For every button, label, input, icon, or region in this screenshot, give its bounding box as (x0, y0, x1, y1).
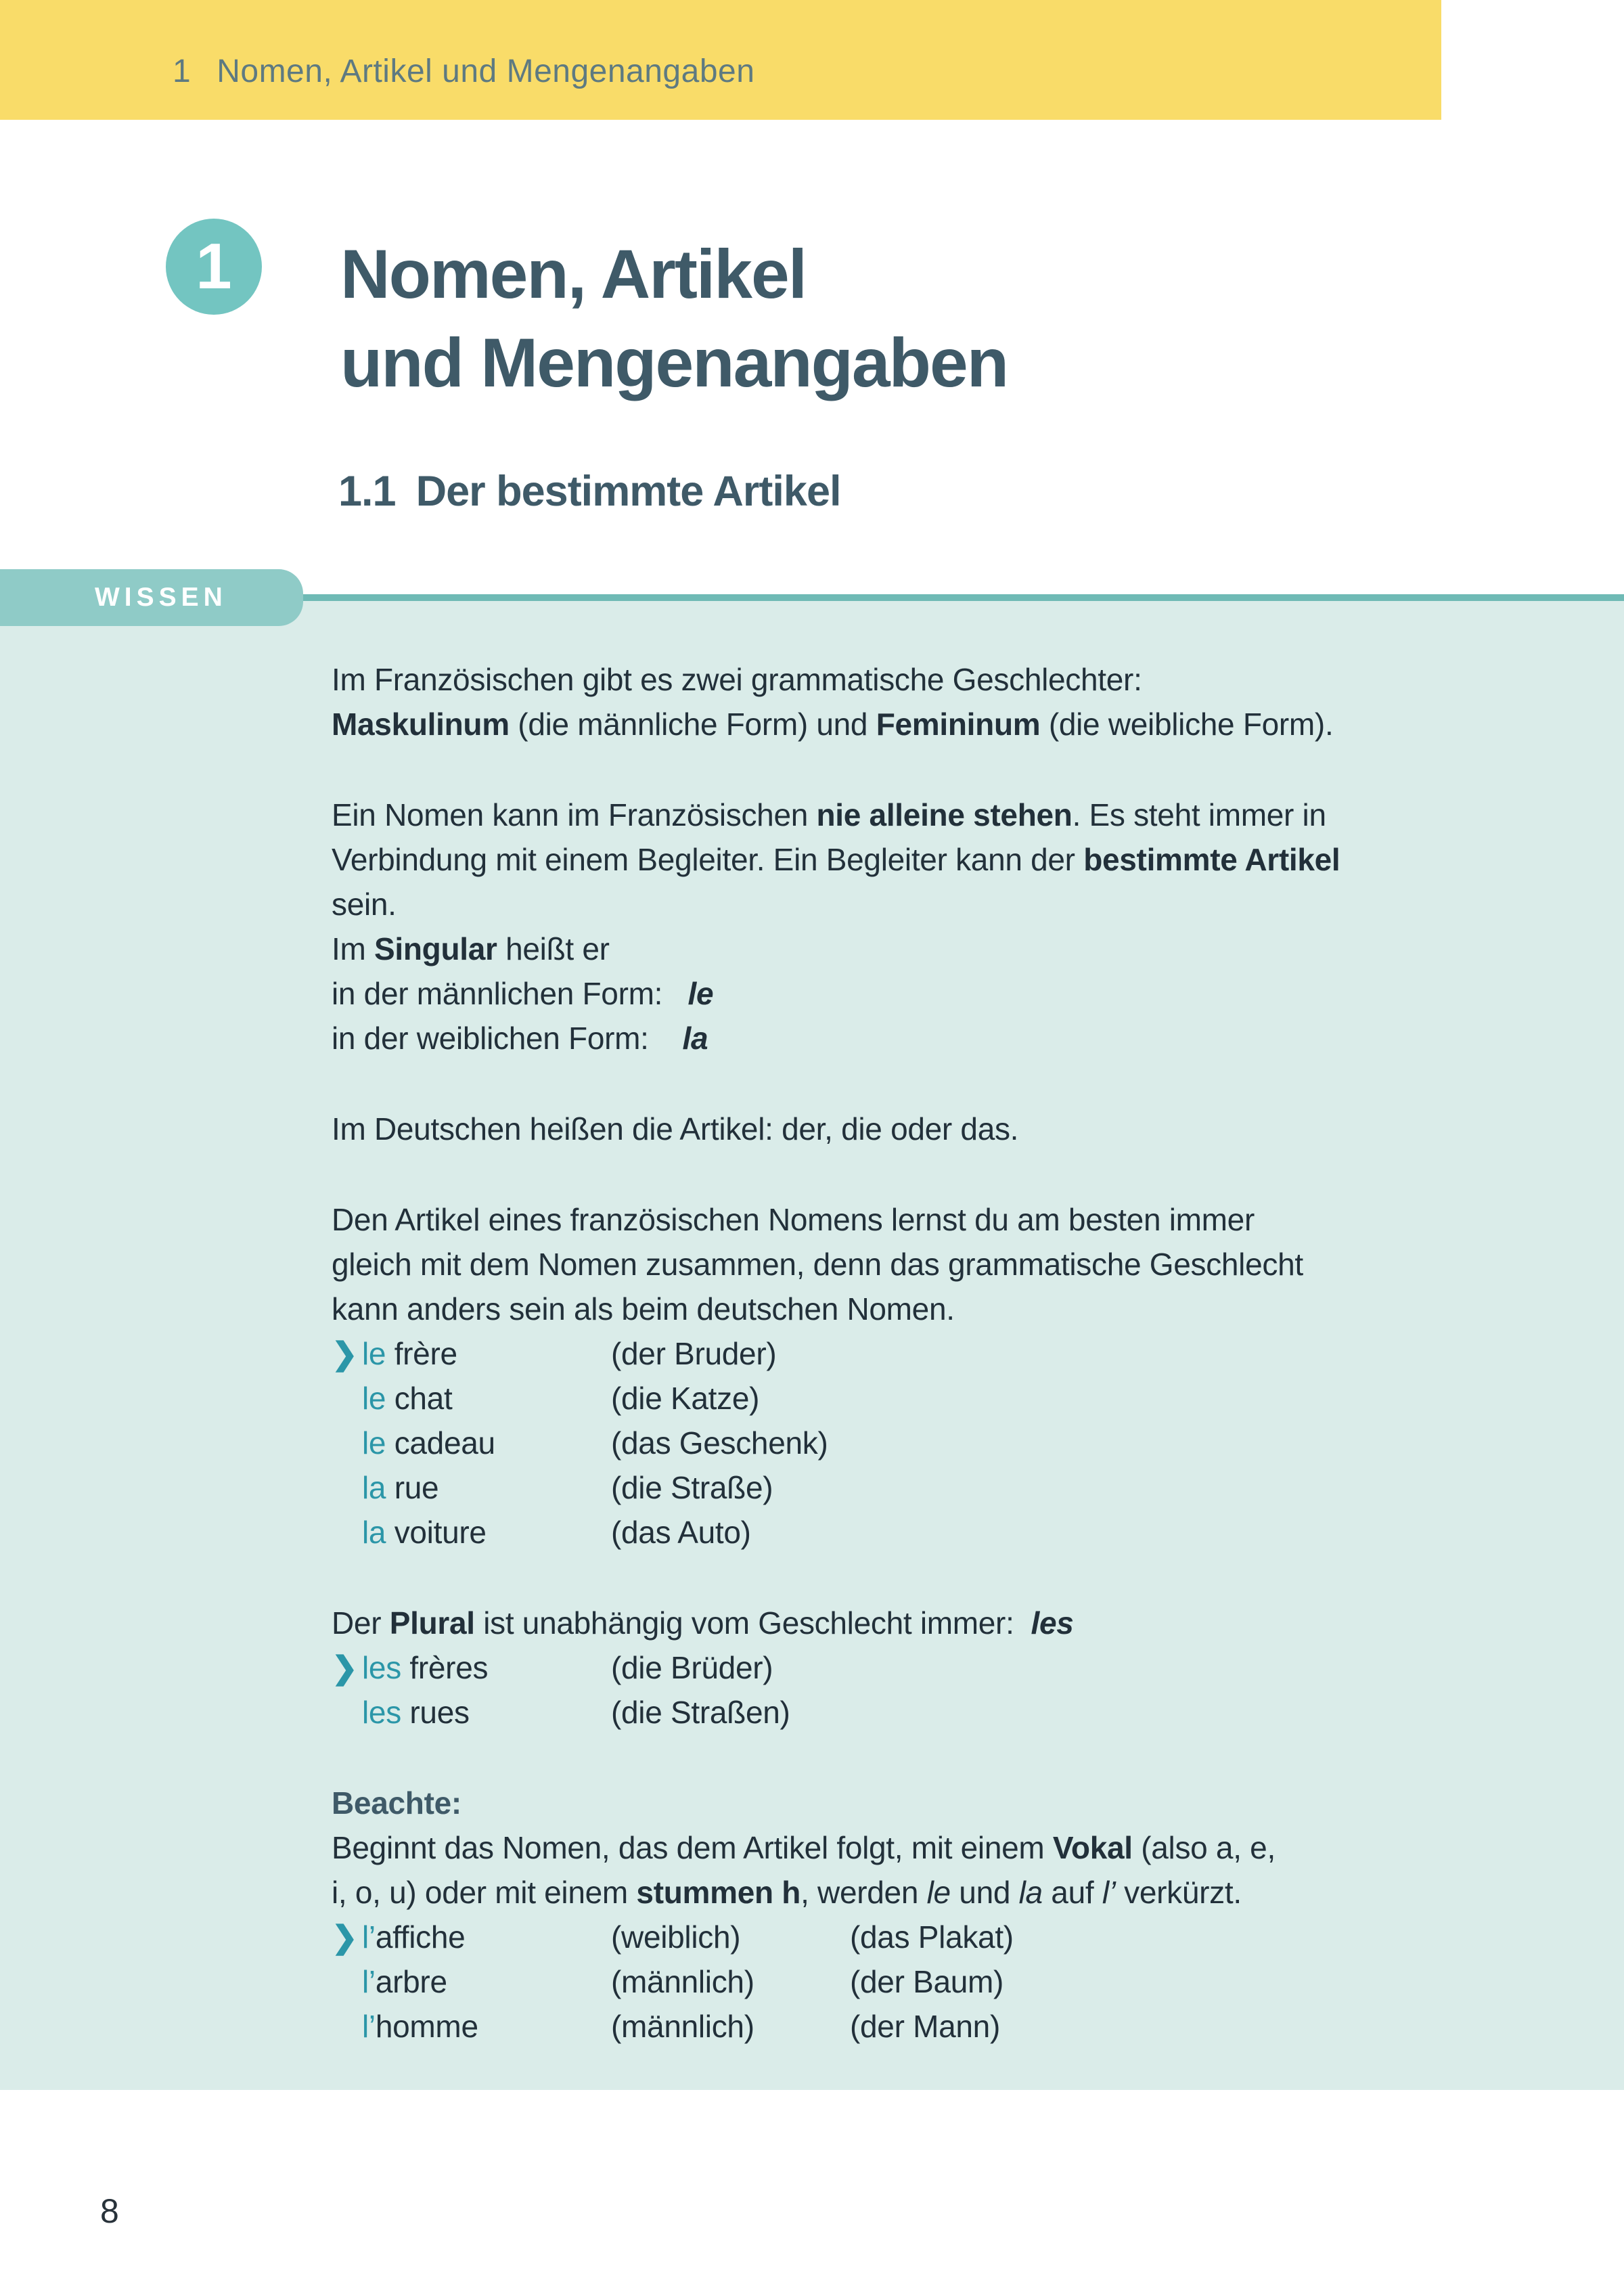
paragraph (332, 1781, 1435, 1915)
text-segment: la (362, 1470, 394, 1505)
text-segment: . Es steht immer in (1072, 797, 1326, 832)
paragraph (332, 1601, 1435, 1645)
text-segment: , werden (800, 1875, 927, 1910)
chapter-number-badge: 1 (166, 219, 262, 315)
chevron-spacer (332, 2004, 362, 2049)
text-segment: frères (409, 1650, 489, 1685)
paragraph (332, 793, 1435, 1061)
text-segment: cadeau (394, 1425, 495, 1461)
list-item (332, 1690, 1435, 1735)
text-segment: l’ (362, 2009, 376, 2044)
text-segment: Der (332, 1605, 390, 1641)
example-gloss-2: (der Mann) (850, 2009, 1000, 2044)
chevron-spacer (332, 1421, 362, 1465)
text-segment: heißt er (497, 931, 610, 966)
text-segment: chat (394, 1381, 453, 1416)
example-term (362, 1645, 611, 1690)
text-line (332, 882, 1435, 927)
text-line (332, 1287, 1435, 1331)
content-area (332, 657, 1435, 2049)
text-segment: in der männlichen Form: (332, 976, 688, 1011)
chevron-icon: ❯ (332, 1919, 358, 1955)
example-gloss: (das Auto) (611, 1515, 751, 1550)
text-line (332, 793, 1435, 837)
chapter-header-bar (0, 0, 1441, 120)
text-segment: la (1018, 1875, 1043, 1910)
text-segment: les (1031, 1605, 1074, 1641)
text-segment: le (362, 1336, 394, 1371)
text-segment: Plural (389, 1605, 475, 1641)
example-list (332, 1331, 1435, 1555)
text-line (332, 837, 1435, 882)
example-gloss: (männlich) (611, 2009, 754, 2044)
text-segment: rues (409, 1695, 470, 1730)
example-term (362, 2004, 611, 2049)
example-term (362, 1465, 611, 1510)
list-item (332, 1331, 1435, 1376)
text-segment: nie alleine stehen (816, 797, 1073, 832)
text-segment: (die männliche Form) und (509, 707, 876, 742)
text-segment: l’ (1102, 1875, 1116, 1910)
running-head-chapter-number: 1 (173, 53, 191, 89)
text-segment: Im (332, 931, 374, 966)
chapter-title-line1: Nomen, Artikel (340, 236, 807, 313)
list-item (332, 2004, 1435, 2049)
example-gloss-2: (der Baum) (850, 1964, 1004, 1999)
example-list (332, 1645, 1435, 1735)
chevron-icon: ❯ (332, 1336, 358, 1371)
list-item (332, 1510, 1435, 1555)
text-line (332, 702, 1435, 747)
example-gloss-2: (das Plakat) (850, 1919, 1014, 1955)
example-gloss: (männlich) (611, 1964, 754, 1999)
text-segment: Den Artikel eines französischen Nomens lernst du am besten immer (332, 1202, 1255, 1237)
list-item (332, 1645, 1435, 1690)
text-segment: l’ (362, 1964, 376, 1999)
running-head (173, 53, 754, 90)
text-segment: voiture (394, 1515, 487, 1550)
text-line (332, 1107, 1435, 1151)
example-term (362, 1331, 611, 1376)
text-segment: Vokal (1052, 1830, 1133, 1865)
list-item (332, 1465, 1435, 1510)
list-item (332, 1376, 1435, 1421)
wissen-label: WISSEN (95, 583, 227, 612)
text-segment: rue (394, 1470, 439, 1505)
paragraph (332, 1107, 1435, 1151)
chevron-spacer (332, 1959, 362, 2004)
example-term (362, 1959, 611, 2004)
text-segment: Verbindung mit einem Begleiter. Ein Begleiter kann der (332, 842, 1084, 877)
example-term (362, 1376, 611, 1421)
section-title: Der bestimmte Artikel (415, 468, 841, 515)
text-line (332, 1242, 1435, 1287)
chapter-title (340, 230, 1008, 407)
example-gloss: (die Katze) (611, 1381, 760, 1416)
text-segment: Beginnt das Nomen, das dem Artikel folgt, mit einem (332, 1830, 1053, 1865)
paragraph (332, 1197, 1435, 1331)
running-head-title: Nomen, Artikel und Mengenangaben (217, 53, 755, 89)
text-segment: Ein Nomen kann im Französischen (332, 797, 817, 832)
chevron-spacer (332, 1376, 362, 1421)
text-segment: kann anders sein als beim deutschen Nomen. (332, 1291, 955, 1327)
wissen-tab (0, 569, 303, 626)
example-term (362, 1690, 611, 1735)
chevron-spacer (332, 1510, 362, 1555)
text-segment: (also a, e, (1132, 1830, 1276, 1865)
example-gloss: (die Straßen) (611, 1695, 790, 1730)
text-segment: Maskulinum (332, 707, 510, 742)
text-segment: stummen h (636, 1875, 801, 1910)
chevron-spacer (332, 1690, 362, 1735)
text-line (332, 971, 1435, 1016)
text-segment: arbre (375, 1964, 447, 1999)
text-line (332, 1781, 1435, 1825)
example-term (362, 1510, 611, 1555)
text-segment: auf (1042, 1875, 1102, 1910)
text-segment: l’ (362, 1919, 376, 1955)
list-item (332, 1959, 1435, 2004)
example-term (362, 1421, 611, 1465)
list-item (332, 1421, 1435, 1465)
text-segment: gleich mit dem Nomen zusammen, denn das grammatische Geschlecht (332, 1247, 1303, 1282)
example-gloss: (die Brüder) (611, 1650, 773, 1685)
example-term (362, 1915, 611, 1959)
text-segment: le (687, 976, 714, 1011)
page-number: 8 (100, 2192, 119, 2230)
example-list (332, 1915, 1435, 2049)
text-line (332, 1197, 1435, 1242)
text-line (332, 1870, 1435, 1915)
chevron-spacer (332, 1465, 362, 1510)
text-segment: i, o, u) oder mit einem (332, 1875, 637, 1910)
text-line (332, 1601, 1435, 1645)
text-segment: (die weibliche Form). (1040, 707, 1334, 742)
paragraph (332, 657, 1435, 747)
text-segment: frère (394, 1336, 457, 1371)
text-segment: Singular (374, 931, 497, 966)
example-gloss: (die Straße) (611, 1470, 773, 1505)
text-segment: la (682, 1021, 708, 1056)
text-segment: sein. (332, 887, 397, 922)
text-segment: Femininum (876, 707, 1041, 742)
example-gloss: (der Bruder) (611, 1336, 777, 1371)
section-number: 1.1 (338, 468, 396, 515)
chapter-title-line2: und Mengenangaben (340, 324, 1008, 401)
text-segment: Beachte: (332, 1785, 461, 1821)
text-segment: homme (375, 2009, 478, 2044)
example-gloss: (weiblich) (611, 1919, 741, 1955)
text-segment: les (362, 1695, 410, 1730)
text-segment: le (362, 1425, 394, 1461)
text-segment: affiche (375, 1919, 466, 1955)
text-segment: in der weiblichen Form: (332, 1021, 683, 1056)
text-segment: bestimmte Artikel (1083, 842, 1340, 877)
text-segment: le (362, 1381, 394, 1416)
example-gloss: (das Geschenk) (611, 1425, 828, 1461)
text-segment: ist unabhängig vom Geschlecht immer: (474, 1605, 1031, 1641)
text-segment: Im Französischen gibt es zwei grammatische Geschlechter: (332, 662, 1142, 697)
text-segment: verkürzt. (1115, 1875, 1242, 1910)
text-segment: les (362, 1650, 410, 1685)
section-heading (338, 467, 840, 516)
text-segment: Im Deutschen heißen die Artikel: der, die oder das. (332, 1111, 1019, 1146)
text-line (332, 1016, 1435, 1061)
text-line (332, 657, 1435, 702)
text-segment: und (950, 1875, 1019, 1910)
list-item (332, 1915, 1435, 1959)
text-line (332, 927, 1435, 971)
chevron-icon: ❯ (332, 1650, 358, 1685)
text-segment: la (362, 1515, 394, 1550)
text-line (332, 1825, 1435, 1870)
text-segment: le (926, 1875, 951, 1910)
